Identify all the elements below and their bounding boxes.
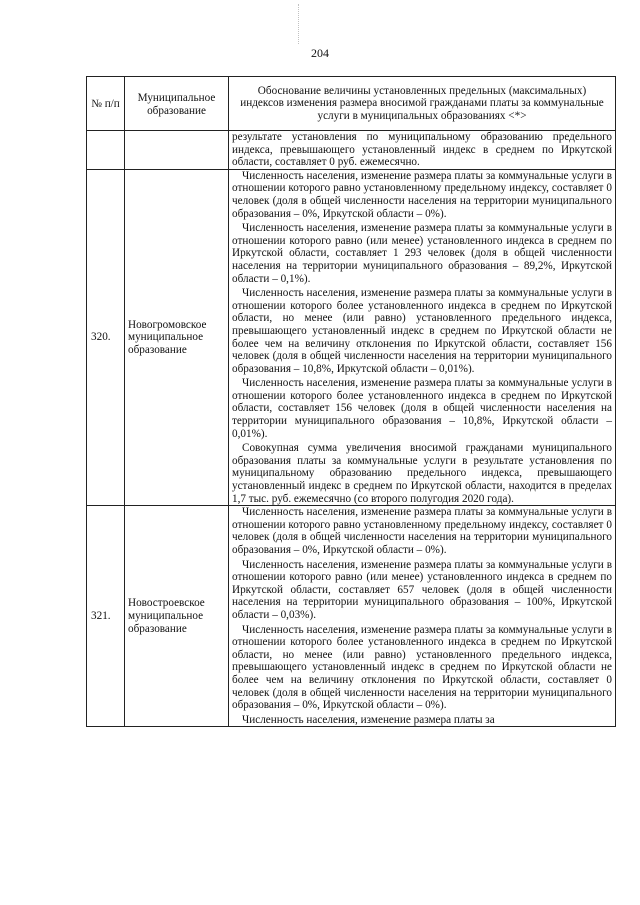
cell-municipality: Новостроевское муниципальное образование: [125, 506, 229, 727]
cell-municipality: Новогромовское муниципальное образование: [125, 169, 229, 505]
cell-empty: [125, 131, 229, 170]
header-municipality: Муниципальное образование: [125, 77, 229, 131]
table-header-row: [87, 77, 616, 131]
page-number: 204: [311, 46, 329, 60]
cell-num: 321.: [87, 506, 125, 727]
basis-paragraph: Численность населения, изменение размера платы за коммунальные услуги в отношении которого более установленного индекса в среднем по Иркутской области, но менее (или равно) установленного предельного индекса, превышающего установленный индекс в среднем по Иркутской области не более чем на величину отклонения по Иркутской области, составляет 0 человек (доля в общей численности населения на территории муниципального образования – 0%, Иркутской области – 0%).: [232, 623, 612, 712]
basis-paragraph: Численность населения, изменение размера платы за коммунальные услуги в отношении которого более установленного индекса в среднем по Иркутской области, но менее (или равно) установленного предельного индекса, превышающего установленный индекс в среднем по Иркутской области не более чем на величину отклонения по Иркутской области, составляет 156 человек (доля в общей численности населения на территории муниципального образования – 10,8%, Иркутской области – 0,01%).: [232, 287, 612, 375]
table-row: [87, 169, 616, 505]
basis-paragraph: Численность населения, изменение размера платы за коммунальные услуги в отношении которого более установленного индекса в среднем по Иркутской области, составляет 156 человек (доля в общей численности населения на территории муниципального образования – 10,8%, Иркутской области – 0,01%).: [232, 377, 612, 440]
cell-empty: [87, 131, 125, 170]
header-basis: Обоснование величины установленных предельных (максимальных) индексов изменения размера вносимой гражданами платы за коммунальные услуги в муниципальных образованиях <*>: [229, 77, 616, 131]
cell-num: 320.: [87, 169, 125, 505]
header-num: № п/п: [87, 77, 125, 131]
cell-basis-continuation: [229, 131, 616, 170]
basis-paragraph: результате установления по муниципальному образованию предельного индекса, превышающего установленный индекс в среднем по Иркутской области, составляет 0 руб. ежемесячно.: [232, 131, 612, 169]
table-row-continuation: [87, 131, 616, 170]
basis-paragraph: Численность населения, изменение размера платы за коммунальные услуги в отношении которого равно установленному предельному индексу, составляет 0 человек (доля в общей численности населения на территории муниципального образования – 0%, Иркутской области – 0%).: [232, 169, 612, 220]
basis-paragraph: Совокупная сумма увеличения вносимой гражданами муниципального образования платы за коммунальные услуги в результате установления по муниципальному образованию предельного индекса, превышающего установленный индекс в среднем по Иркутской области, находится в пределах 1,7 тыс. руб. ежемесячно (со второго полугодия 2020 года).: [232, 442, 612, 505]
basis-paragraph: Численность населения, изменение размера платы за коммунальные услуги в отношении которого равно установленному предельному индексу, составляет 0 человек (доля в общей численности населения на территории муниципального образования – 0%, Иркутской области – 0%).: [232, 506, 612, 556]
cell-basis: [229, 169, 616, 505]
table-row: [87, 506, 616, 727]
scan-mark: [298, 4, 313, 44]
indices-table: [86, 76, 616, 727]
basis-paragraph: Численность населения, изменение размера платы за коммунальные услуги в отношении которого равно (или менее) установленного индекса в среднем по Иркутской области, составляет 1 293 человек (доля в общей численности населения на территории муниципального образования – 89,2%, Иркутской области – 0,1%).: [232, 222, 612, 285]
basis-paragraph: Численность населения, изменение размера платы за коммунальные услуги в отношении которого равно (или менее) установленного индекса в среднем по Иркутской области, составляет 657 человек (доля в общей численности населения на территории муниципального образования – 100%, Иркутской области – 0,03%).: [232, 558, 612, 621]
cell-basis: [229, 506, 616, 727]
basis-paragraph: Численность населения, изменение размера платы за: [242, 713, 495, 726]
